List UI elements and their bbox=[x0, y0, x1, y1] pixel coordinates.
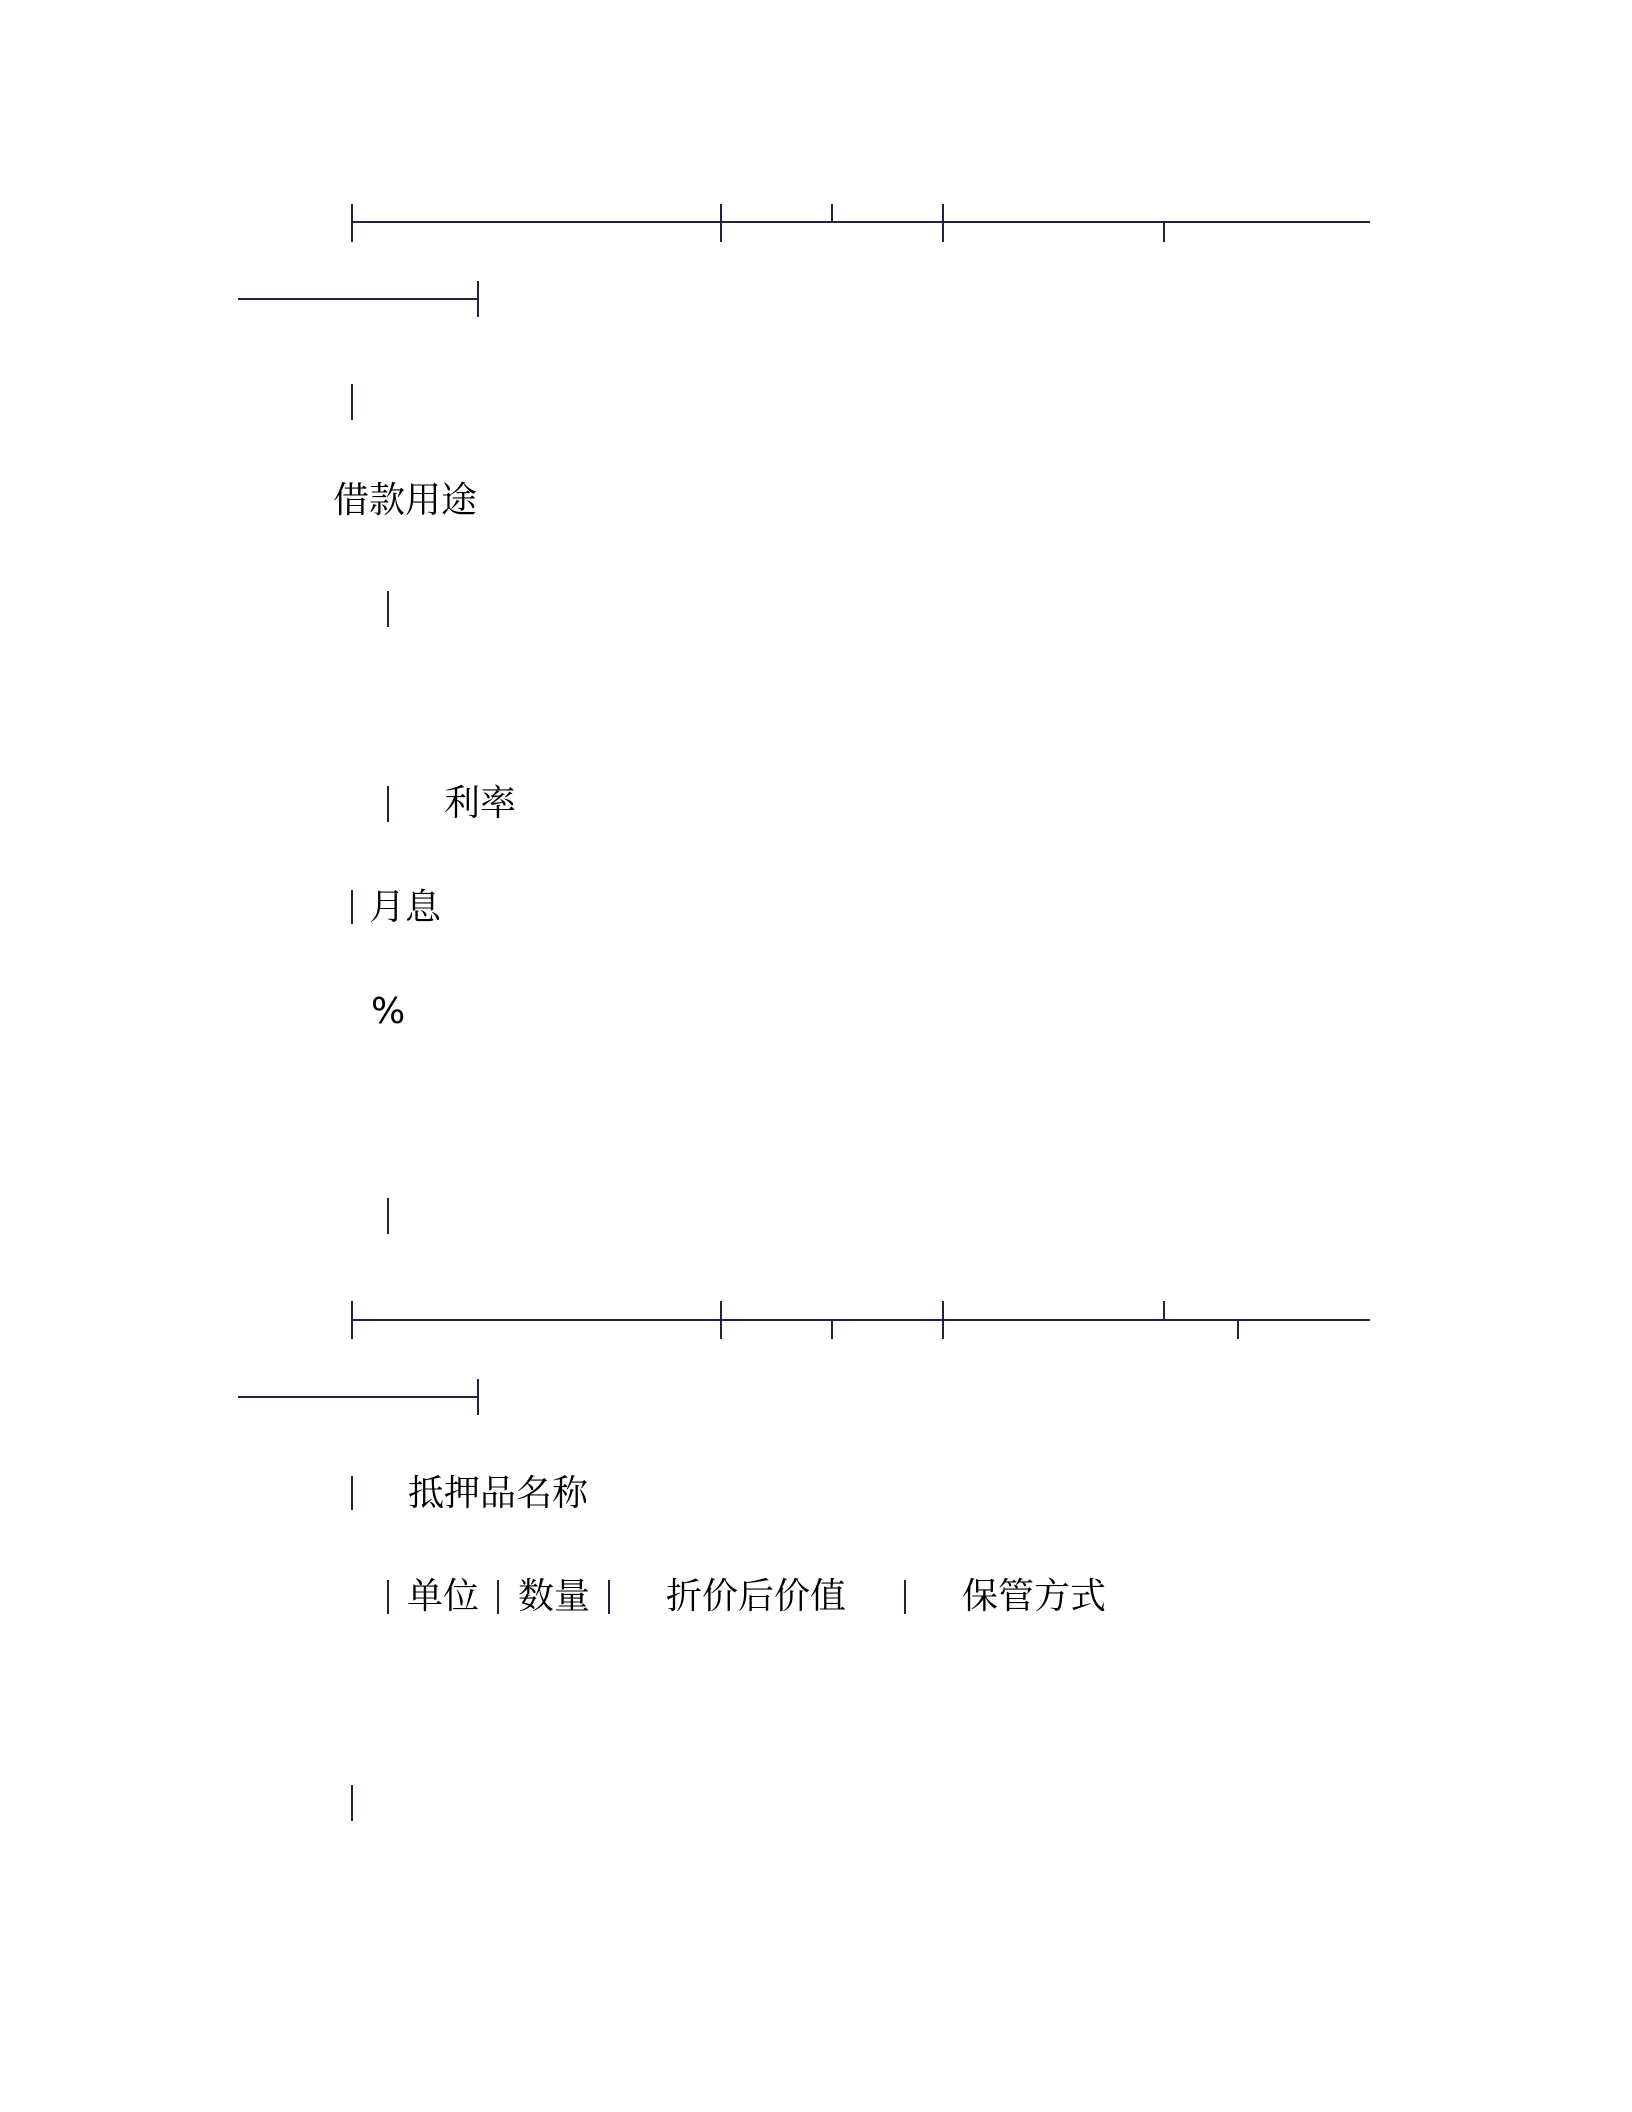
percent-sign: % bbox=[371, 991, 406, 1032]
lower-tick bbox=[831, 1320, 833, 1339]
lower-tick bbox=[942, 1301, 944, 1339]
upper-top-rule bbox=[352, 221, 1370, 223]
loan-purpose-label: 借款用途 bbox=[333, 480, 478, 521]
upper-tick bbox=[942, 204, 944, 242]
quantity-label: 数量 bbox=[518, 1576, 591, 1617]
cell-divider bbox=[387, 1580, 389, 1614]
lower-tick bbox=[351, 1301, 353, 1339]
upper-tick bbox=[831, 204, 833, 222]
cell-divider bbox=[387, 591, 389, 627]
lower-tick bbox=[477, 1379, 479, 1415]
cell-divider bbox=[351, 890, 353, 924]
lower-tick bbox=[720, 1301, 722, 1339]
cell-divider bbox=[351, 1476, 353, 1510]
discounted-value-label: 折价后价值 bbox=[666, 1576, 847, 1617]
collateral-name-label: 抵押品名称 bbox=[408, 1473, 589, 1514]
upper-second-rule bbox=[238, 298, 478, 300]
upper-tick bbox=[1163, 222, 1165, 242]
cell-divider bbox=[387, 1198, 389, 1234]
lower-tick bbox=[1163, 1301, 1165, 1320]
lower-second-rule bbox=[238, 1396, 478, 1398]
cell-divider bbox=[351, 1785, 353, 1821]
unit-label: 单位 bbox=[407, 1576, 480, 1617]
upper-tick bbox=[720, 204, 722, 242]
cell-divider bbox=[904, 1580, 906, 1614]
interest-rate-label: 利率 bbox=[444, 783, 517, 824]
cell-divider bbox=[387, 786, 389, 822]
custody-method-label: 保管方式 bbox=[962, 1576, 1107, 1617]
cell-divider bbox=[351, 384, 353, 420]
cell-divider bbox=[608, 1580, 610, 1614]
upper-tick bbox=[477, 281, 479, 317]
monthly-interest-label: 月息 bbox=[369, 887, 442, 928]
lower-top-rule bbox=[352, 1319, 1370, 1321]
upper-tick bbox=[351, 204, 353, 242]
lower-tick bbox=[1237, 1320, 1239, 1339]
cell-divider bbox=[497, 1580, 499, 1614]
